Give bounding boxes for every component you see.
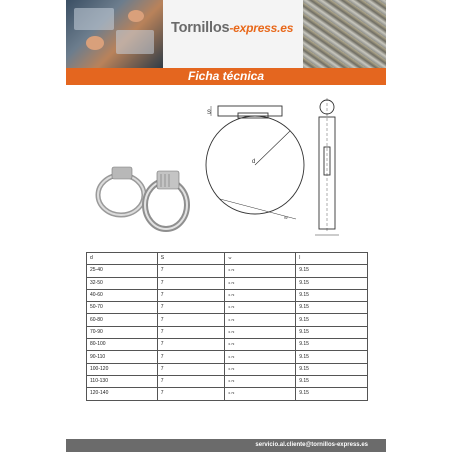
cell-s: 7 [157, 339, 225, 351]
table-row [87, 375, 368, 387]
cell-s: 7 [157, 302, 225, 314]
cell-s: 7 [157, 314, 225, 326]
table-row [87, 326, 368, 338]
cell-d: 110-130 [87, 375, 158, 387]
brand-logo[interactable] [171, 20, 293, 36]
cell-s: 7 [157, 351, 225, 363]
table-row [87, 302, 368, 314]
cell-s: 7 [157, 289, 225, 301]
cell-d: 25-40 [87, 265, 158, 277]
cell-w: 0.73 [225, 326, 296, 338]
table-header-row [87, 253, 368, 265]
cell-l: 9.15 [296, 265, 368, 277]
table-row [87, 314, 368, 326]
cell-l: 9.15 [296, 302, 368, 314]
spec-table [86, 252, 368, 401]
table-row [87, 388, 368, 400]
cell-s: 7 [157, 326, 225, 338]
cell-s: 7 [157, 277, 225, 289]
cell-w: 0.73 [225, 339, 296, 351]
cell-s: 7 [157, 363, 225, 375]
brand-name: Tornillos [171, 20, 230, 36]
footer-bar [66, 439, 386, 452]
cell-w: 0.73 [225, 265, 296, 277]
contact-email-link[interactable]: servicio.al.cliente@tornillos-express.es [255, 442, 368, 448]
cell-w: 0.73 [225, 277, 296, 289]
table-row [87, 351, 368, 363]
cell-d: 90-110 [87, 351, 158, 363]
cell-s: 7 [157, 388, 225, 400]
cell-w: 0.73 [225, 388, 296, 400]
cell-d: 60-80 [87, 314, 158, 326]
cell-d: 40-60 [87, 289, 158, 301]
diagram-label-d: d [252, 159, 256, 165]
cell-w: 0.73 [225, 302, 296, 314]
header-d: d [87, 253, 158, 265]
header-s: S [157, 253, 225, 265]
cell-d: 32-50 [87, 277, 158, 289]
screws-photo [303, 0, 386, 68]
cell-l: 9.15 [296, 314, 368, 326]
cell-l: 9.15 [296, 326, 368, 338]
clamp-photo [98, 167, 187, 229]
tools-photo [66, 0, 163, 68]
title-bar [66, 68, 386, 85]
cell-w: 0.73 [225, 314, 296, 326]
table-row [87, 363, 368, 375]
cell-l: 9.15 [296, 351, 368, 363]
cell-l: 9.15 [296, 375, 368, 387]
cell-w: 0.73 [225, 375, 296, 387]
page-title: Ficha técnica [187, 69, 265, 83]
cell-w: 0.73 [225, 351, 296, 363]
table-row [87, 289, 368, 301]
cell-l: 9.15 [296, 388, 368, 400]
cell-l: 9.15 [296, 289, 368, 301]
table-row [87, 339, 368, 351]
cell-s: 7 [157, 265, 225, 277]
logo-area [163, 0, 303, 68]
cell-s: 7 [157, 375, 225, 387]
cell-w: 0.73 [225, 363, 296, 375]
cell-l: 9.15 [296, 277, 368, 289]
header-banner [66, 0, 386, 68]
product-figure [66, 95, 386, 245]
table-row [87, 265, 368, 277]
header-w: W [225, 253, 296, 265]
cell-d: 100-120 [87, 363, 158, 375]
table-row [87, 277, 368, 289]
cell-l: 9.15 [296, 339, 368, 351]
cell-w: 0.73 [225, 289, 296, 301]
brand-suffix: -express.es [229, 21, 294, 35]
diagram-label-w: W [284, 215, 288, 220]
cell-d: 120-140 [87, 388, 158, 400]
diagram-label-s: S [207, 110, 212, 116]
cell-d: 70-90 [87, 326, 158, 338]
header-l: l [296, 253, 368, 265]
cell-l: 9.15 [296, 363, 368, 375]
clamp-diagram-side [315, 98, 339, 235]
cell-d: 50-70 [87, 302, 158, 314]
cell-d: 80-100 [87, 339, 158, 351]
